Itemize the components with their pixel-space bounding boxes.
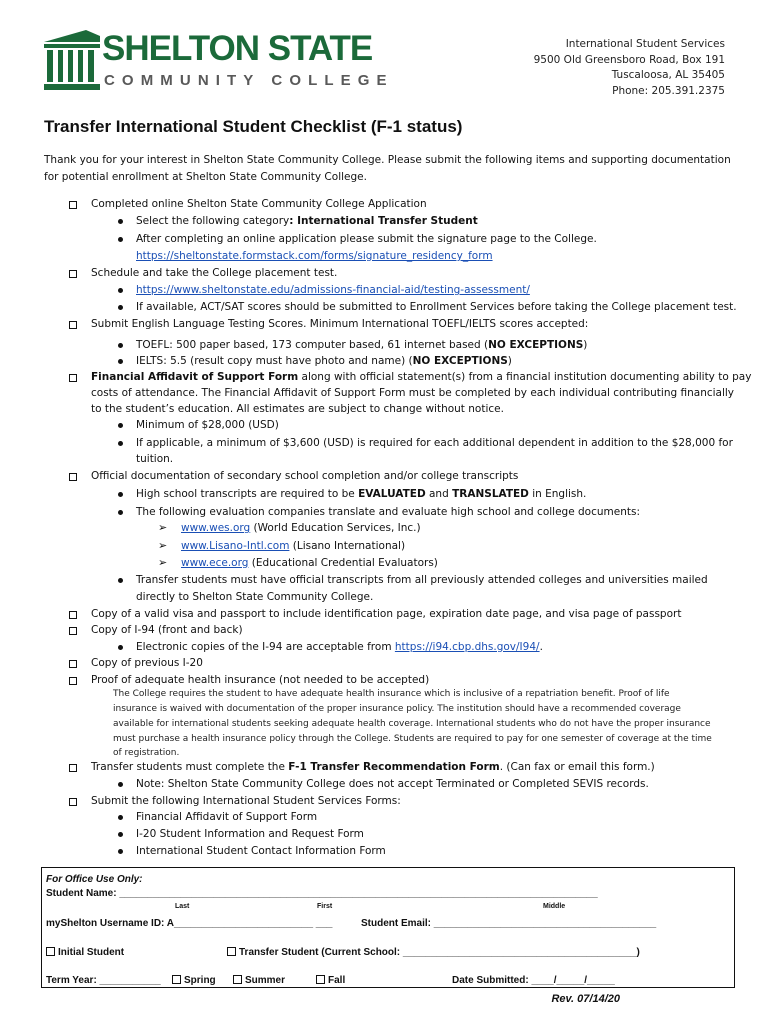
evaluator-entry: www.wes.org (World Education Services, Inc.) — [181, 522, 421, 534]
bullet — [118, 343, 123, 348]
checklist-item-visa-passport: Copy of a valid visa and passport to include identification page, expiration date page, and visa page of passport — [91, 608, 682, 620]
address-line: Tuscaloosa, AL 35405 — [611, 69, 725, 82]
bullet-text: TOEFL: 500 paper based, 173 computer based, 61 internet based (NO EXCEPTIONS) — [136, 339, 588, 351]
bullet-text: The following evaluation companies translate and evaluate high school and college documents: — [136, 506, 640, 518]
i94-link[interactable]: https://i94.cbp.dhs.gov/I94/ — [394, 641, 540, 653]
bullet — [118, 305, 123, 310]
insurance-note: available for international students seeking adequate health coverage. International students who do not have the proper insurance — [113, 719, 711, 729]
bullet — [118, 832, 123, 837]
checklist-checkbox[interactable] — [69, 374, 77, 382]
bullet — [118, 423, 123, 428]
checklist-item-application: Completed online Shelton State Community College Application — [91, 198, 427, 210]
bullet — [118, 578, 123, 583]
bullet-text: If available, ACT/SAT scores should be submitted to Enrollment Services before taking the College placement test. — [136, 301, 737, 313]
fall-option[interactable]: Fall — [316, 974, 345, 987]
signature-form-link[interactable]: https://sheltonstate.formstack.com/forms/signature_residency_form — [136, 250, 493, 262]
checklist-checkbox[interactable] — [69, 321, 77, 329]
bullet — [118, 441, 123, 446]
insurance-note: of registration. — [113, 748, 180, 758]
bullet — [118, 359, 123, 364]
checklist-item-iss-forms: Submit the following International Student Services Forms: — [91, 795, 401, 807]
office-address — [534, 37, 725, 99]
bullet-text: High school transcripts are required to be EVALUATED and TRANSLATED in English. — [136, 488, 587, 500]
bullet — [118, 510, 123, 515]
ece-link[interactable]: www.ece.org — [181, 557, 249, 569]
checklist-item-i94: Copy of I-94 (front and back) — [91, 624, 243, 636]
logo-text-primary: SHELTON STATE — [102, 29, 373, 68]
date-submitted-field[interactable]: Date Submitted: ____/_____/_____ — [452, 975, 615, 986]
username-field[interactable]: myShelton Username ID: A_________________________ ___ — [46, 918, 333, 929]
bullet-text: Transfer students must have official transcripts from all previously attended colleges and universities mailed — [136, 574, 708, 586]
bullet — [118, 645, 123, 650]
insurance-note: The College requires the student to have adequate health insurance which is inclusive of a repatriation benefit. Proof of life — [113, 689, 670, 699]
page-title: Transfer International Student Checklist (F-1 status) — [44, 117, 463, 136]
bullet-text: After completing an online application please submit the signature page to the College. — [136, 233, 597, 245]
bullet-text: IELTS: 5.5 (result copy must have photo and name) (NO EXCEPTIONS) — [136, 355, 512, 367]
logo-text-secondary: COMMUNITY COLLEGE — [104, 72, 394, 89]
checklist-checkbox[interactable] — [69, 611, 77, 619]
summer-option[interactable]: Summer — [233, 974, 285, 987]
building-columns-icon — [44, 30, 100, 92]
checkbox-icon[interactable] — [233, 975, 242, 984]
checkbox-icon[interactable] — [227, 947, 236, 956]
office-use-heading: For Office Use Only: — [46, 874, 143, 885]
name-sublabel-first: First — [317, 903, 333, 910]
initial-student-option[interactable]: Initial Student — [46, 946, 124, 959]
checklist-checkbox[interactable] — [69, 677, 77, 685]
form-list-item: I-20 Student Information and Request Form — [136, 828, 364, 840]
bullet-text-continued: directly to Shelton State Community College. — [136, 591, 374, 603]
bullet — [118, 237, 123, 242]
transfer-student-option[interactable]: Transfer Student (Current School: __________________________________________) — [227, 946, 640, 959]
bullet — [118, 492, 123, 497]
item-text-continued: costs of attendance. The Financial Affidavit of Support Form must be completed by each individual contributing financially — [91, 387, 735, 399]
bullet — [118, 782, 123, 787]
wes-link[interactable]: www.wes.org — [181, 522, 251, 534]
checklist-checkbox[interactable] — [69, 473, 77, 481]
address-phone: Phone: 205.391.2375 — [612, 84, 725, 97]
name-sublabel-middle: Middle — [543, 903, 566, 910]
checklist-item-english-scores: Submit English Language Testing Scores. Minimum International TOEFL/IELTS scores accepted: — [91, 318, 589, 330]
address-line: 9500 Old Greensboro Road, Box 191 — [533, 53, 725, 66]
bullet-text: Minimum of $28,000 (USD) — [136, 419, 279, 431]
bullet — [118, 219, 123, 224]
evaluator-entry: www.Lisano-Intl.com (Lisano International) — [181, 540, 406, 552]
item-text-continued: to the student’s education. All estimates are subject to change without notice. — [91, 403, 504, 415]
arrow-bullet-icon: ➢ — [158, 556, 168, 569]
checklist-checkbox[interactable] — [69, 798, 77, 806]
bullet-text: Electronic copies of the I-94 are acceptable from https://i94.cbp.dhs.gov/I94/. — [136, 641, 543, 653]
evaluator-entry: www.ece.org (Educational Credential Evaluators) — [181, 557, 438, 569]
checklist-item-placement-test: Schedule and take the College placement test. — [91, 267, 338, 279]
bullet — [118, 815, 123, 820]
insurance-note: insurance is waived with documentation of the proper insurance policy. The institution should have a recommended coverage — [113, 704, 681, 714]
checklist-checkbox[interactable] — [69, 764, 77, 772]
checkbox-icon[interactable] — [46, 947, 55, 956]
arrow-bullet-icon: ➢ — [158, 539, 168, 552]
checklist-item-transfer-form: Transfer students must complete the F-1 Transfer Recommendation Form. (Can fax or email this form.) — [91, 761, 655, 773]
checklist-checkbox[interactable] — [69, 660, 77, 668]
bullet-text-continued: tuition. — [136, 453, 174, 465]
checklist-checkbox[interactable] — [69, 201, 77, 209]
spring-option[interactable]: Spring — [172, 974, 216, 987]
name-sublabel-last: Last — [175, 903, 190, 910]
office-use-box — [41, 867, 735, 988]
checkbox-icon[interactable] — [316, 975, 325, 984]
form-list-item: Financial Affidavit of Support Form — [136, 811, 318, 823]
checklist-item-health-insurance: Proof of adequate health insurance (not needed to be accepted) — [91, 674, 430, 686]
checklist-item-previous-i20: Copy of previous I-20 — [91, 657, 203, 669]
lisano-link[interactable]: www.Lisano-Intl.com — [181, 540, 290, 552]
checklist-item-financial-affidavit: Financial Affidavit of Support Form along with official statement(s) from a financial institution documenting ability to pay — [91, 371, 752, 383]
bullet-text: Note: Shelton State Community College does not accept Terminated or Completed SEVIS records. — [136, 778, 649, 790]
intro-paragraph: Thank you for your interest in Shelton State Community College. Please submit the following items and supporting documentation for potential enrollment at Shelton State Community College. — [44, 154, 731, 183]
address-line: International Student Services — [565, 38, 725, 50]
insurance-note: must purchase a health insurance policy through the College. Students are required to pay for one semester of coverage at the time — [113, 734, 712, 744]
student-email-field[interactable]: Student Email: ________________________________________ — [361, 918, 657, 929]
checklist-item-transcripts: Official documentation of secondary school completion and/or college transcripts — [91, 470, 519, 482]
bullet-text: If applicable, a minimum of $3,600 (USD) is required for each additional dependent in addition to the $28,000 for — [136, 437, 733, 449]
term-year-field[interactable]: Term Year: ___________ — [46, 975, 161, 986]
college-logo — [44, 29, 394, 92]
bullet — [118, 849, 123, 854]
checkbox-icon[interactable] — [172, 975, 181, 984]
student-name-field[interactable]: Student Name: ______________________________________________________________________________________ — [46, 888, 598, 899]
bullet-text: Select the following category: International Transfer Student — [136, 215, 478, 227]
testing-assessment-link[interactable]: https://www.sheltonstate.edu/admissions-financial-aid/testing-assessment/ — [136, 284, 530, 296]
form-list-item: International Student Contact Information Form — [136, 845, 386, 857]
checklist-checkbox[interactable] — [69, 270, 77, 278]
checklist-checkbox[interactable] — [69, 627, 77, 635]
revision-date: Rev. 07/14/20 — [551, 993, 620, 1005]
bullet — [118, 288, 123, 293]
arrow-bullet-icon: ➢ — [158, 521, 168, 534]
